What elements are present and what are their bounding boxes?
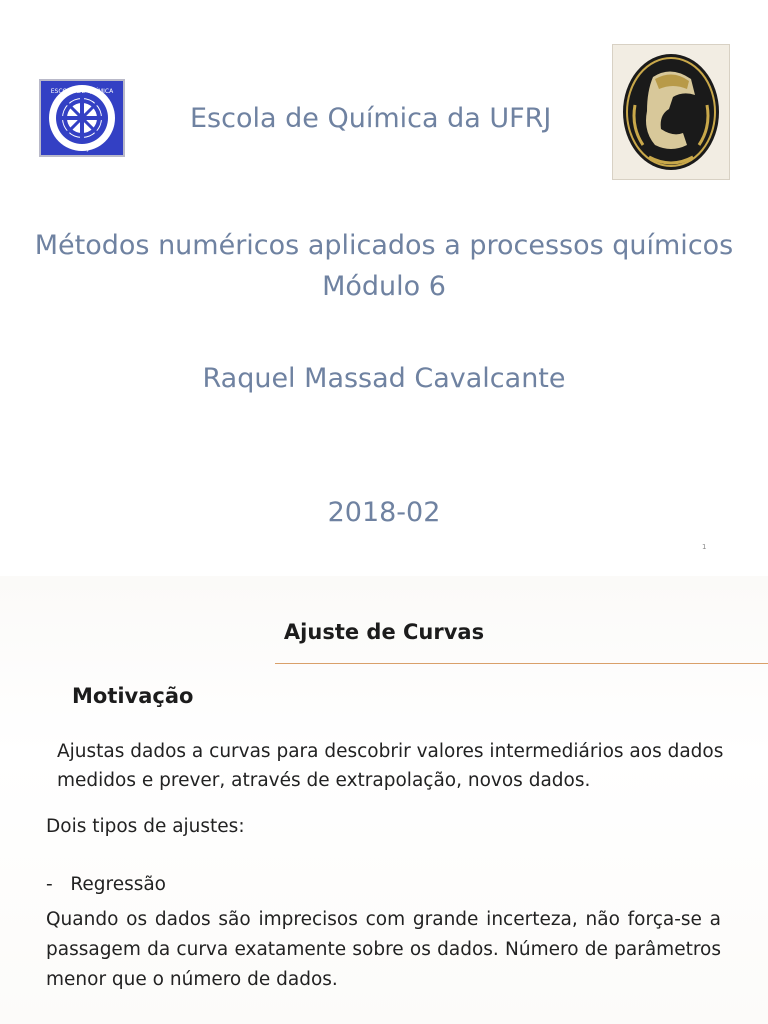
list-item-regression [46, 874, 166, 895]
types-intro: Dois tipos de ajustes: [46, 816, 245, 837]
slide-title: Ajuste de Curvas [283, 620, 485, 644]
content-slide [0, 576, 768, 1024]
author-name: Raquel Massad Cavalcante [202, 363, 566, 394]
logo-ring-text-bottom: UFRJ [75, 145, 89, 152]
semester-year: 2018-02 [327, 497, 441, 528]
list-item-label: Regressão [70, 874, 167, 895]
title-divider [275, 663, 768, 664]
section-heading: Motivação [72, 684, 194, 708]
regression-description: Quando os dados são imprecisos com grande incerteza, não força-se a passagem da curva exatamente sobre os dados. Número de parâmetros menor que o número de dados. [46, 909, 721, 990]
motivation-paragraph: Ajustas dados a curvas para descobrir valores intermediários aos dados medidos e prever, através de extrapolação, novos dados. [57, 741, 724, 791]
school-title: Escola de Química da UFRJ [190, 103, 552, 134]
page-number: 1 [702, 543, 707, 551]
list-bullet: - [46, 874, 53, 895]
logo-ring-text-top: ESCOLA DE QUÍMICA [50, 88, 114, 95]
wheel-logo-icon [38, 78, 126, 158]
course-title-line2: Módulo 6 [322, 271, 446, 302]
ufrj-emblem [612, 44, 730, 180]
escola-de-quimica-logo [38, 78, 126, 158]
course-title-line1: Métodos numéricos aplicados a processos químicos [34, 230, 734, 261]
course-title [0, 225, 768, 307]
minerva-emblem-icon [613, 45, 729, 179]
